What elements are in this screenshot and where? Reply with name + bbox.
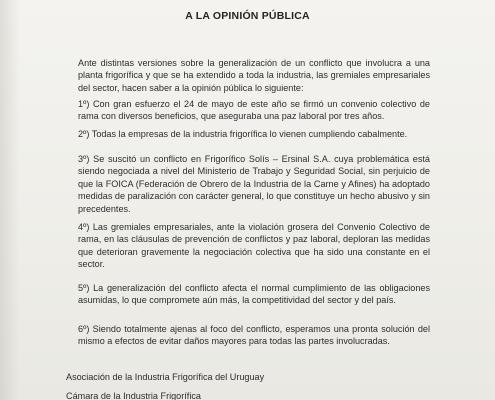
signatory-1: Asociación de la Industria Frigorífica del Uruguay	[66, 372, 265, 382]
point-2-paragraph: 2º) Todas la empresas de la industria frigorífica lo vienen cumpliendo cabalmente.	[78, 129, 408, 139]
document-title: A LA OPINIÓN PÚBLICA	[185, 10, 310, 22]
page-shadow	[0, 0, 20, 400]
point-4-paragraph: 4º) Las gremiales empresariales, ante la violación grosera del Convenio Colectivo de rama, en las cláusulas de prevención de conflictos y paz laboral, deploran las medidas que deterioran gravemente la negociación colectiva que ha sido una constante en el sector.	[78, 222, 430, 270]
point-3-paragraph: 3º) Se suscitó un conflicto en Frigorífico Solís – Ersinal S.A. cuya problemática está siendo negociada a nivel del Ministerio de Trabajo y Seguridad Social, sin perjuicio de que la FOICA (Federación de Obrero de la Industria de la Carne y Afines) ha adoptado medidas de paralización con carácter general, lo que constituye un hecho abusivo y sin precedentes.	[78, 154, 430, 214]
signatory-2: Cámara de la Industria Frigorífica	[66, 391, 201, 400]
point-5-paragraph: 5º) La generalización del conflicto afecta el normal cumplimiento de las obligaciones asumidas, lo que compromete aún más, la competitividad del sector y del país.	[78, 283, 430, 306]
point-1-paragraph: 1º) Con gran esfuerzo el 24 de mayo de este año se firmó un convenio colectivo de rama con diversos beneficios, que aseguraba una paz laboral por tres años.	[78, 99, 430, 122]
point-6-paragraph: 6º) Siendo totalmente ajenas al foco del conflicto, esperamos una pronta solución del mismo a efectos de evitar daños mayores para todas las partes involucradas.	[78, 324, 430, 347]
intro-paragraph: Ante distintas versiones sobre la generalización de un conflicto que involucra a una planta frigorífica y que se ha extendido a toda la industria, las gremiales empresariales del sector, hacen saber a la opinión pública lo siguiente:	[78, 58, 430, 93]
